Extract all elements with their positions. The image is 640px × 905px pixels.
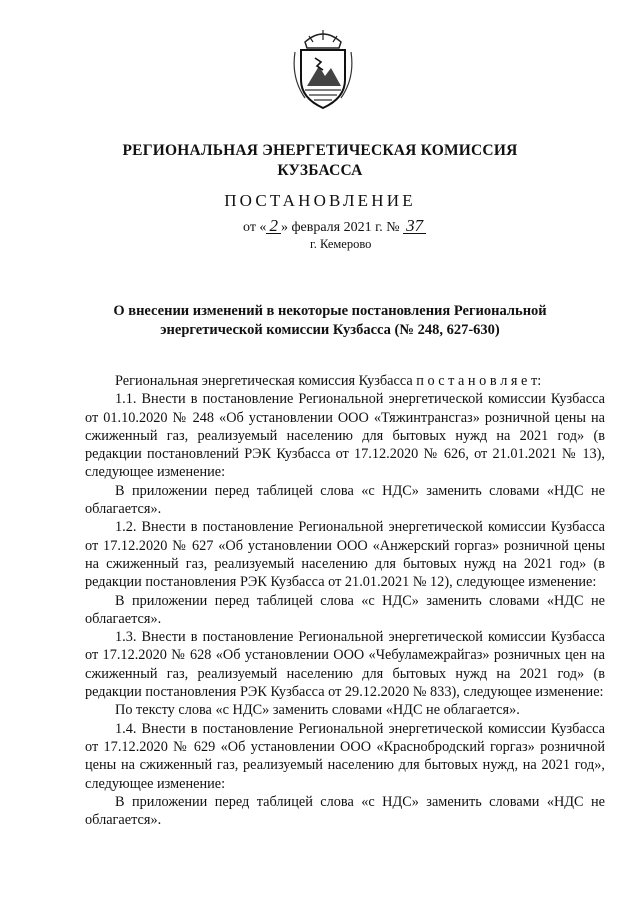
coat-of-arms-emblem bbox=[291, 28, 355, 112]
date-middle: » февраля 2021 г. № bbox=[280, 220, 400, 235]
body-paragraph: 1.4. Внести в постановление Региональной энергетической комиссии Кузбасса от 17.12.2020 № 629 «Об установлении ООО «Краснобродский горгаз» розничной цены на сжиженный газ, реализуемый населению для бытовых нужд, на 2021 год», следующее изменение: bbox=[85, 720, 605, 792]
body-paragraph: В приложении перед таблицей слова «с НДС» заменить словами «НДС не облагается». bbox=[85, 592, 605, 627]
document-type: ПОСТАНОВЛЕНИЕ bbox=[224, 191, 416, 210]
document-body bbox=[85, 372, 605, 829]
document-title bbox=[100, 302, 560, 340]
organization-name: РЕГИОНАЛЬНАЯ ЭНЕРГЕТИЧЕСКАЯ КОМИССИЯ bbox=[122, 142, 518, 159]
title-line: О внесении изменений в некоторые постановления Региональной bbox=[113, 303, 547, 319]
document-number-handwritten: 37 bbox=[403, 219, 426, 234]
body-paragraph: В приложении перед таблицей слова «с НДС» заменить словами «НДС не облагается». bbox=[85, 482, 605, 518]
body-paragraph: В приложении перед таблицей слова «с НДС» заменить словами «НДС не облагается». bbox=[85, 793, 605, 829]
date-day-handwritten: 2 bbox=[266, 219, 281, 234]
body-paragraph: 1.2. Внести в постановление Региональной энергетической комиссии Кузбасса от 17.12.2020 № 627 «Об установлении ООО «Анжерский горгаз» розничной цены на сжиженный газ, реализуемый населению для бытовых нужд на 2021 год» (в редакции постановления РЭК Кузбасса от 21.01.2021 № 12), следующее изменение: bbox=[85, 519, 605, 591]
body-paragraph: Региональная энергетическая комиссия Кузбасса п о с т а н о в л я е т: bbox=[115, 373, 542, 389]
city: г. Кемерово bbox=[310, 237, 372, 251]
body-paragraph: 1.1. Внести в постановление Региональной энергетической комиссии Кузбасса от 01.10.2020 № 248 «Об установлении ООО «Тяжинтрансгаз» розничной цены на сжиженный газ, реализуемый населению для бытовых нужд на 2021 год» (в редакции постановлений РЭК Кузбасса от 17.12.2020 № 626, от 21.01.2021 № 13), следующее изменение: bbox=[85, 391, 605, 481]
document-date-line bbox=[243, 216, 426, 236]
organization-region: КУЗБАССА bbox=[277, 162, 363, 179]
date-prefix: от « bbox=[243, 220, 267, 235]
body-paragraph: По тексту слова «с НДС» заменить словами «НДС не облагается». bbox=[115, 702, 520, 719]
title-line: энергетической комиссии Кузбасса (№ 248, 627-630) bbox=[160, 322, 500, 338]
body-paragraph: 1.3. Внести в постановление Региональной энергетической комиссии Кузбасса от 17.12.2020 № 628 «Об установлении ООО «Чебуламежрайгаз» розничных цен на сжиженный газ, реализуемый населению для бытовых нужд на 2021 год» (в редакции постановления РЭК Кузбасса от 29.12.2020 № 833), следующее изменение: bbox=[85, 629, 605, 701]
